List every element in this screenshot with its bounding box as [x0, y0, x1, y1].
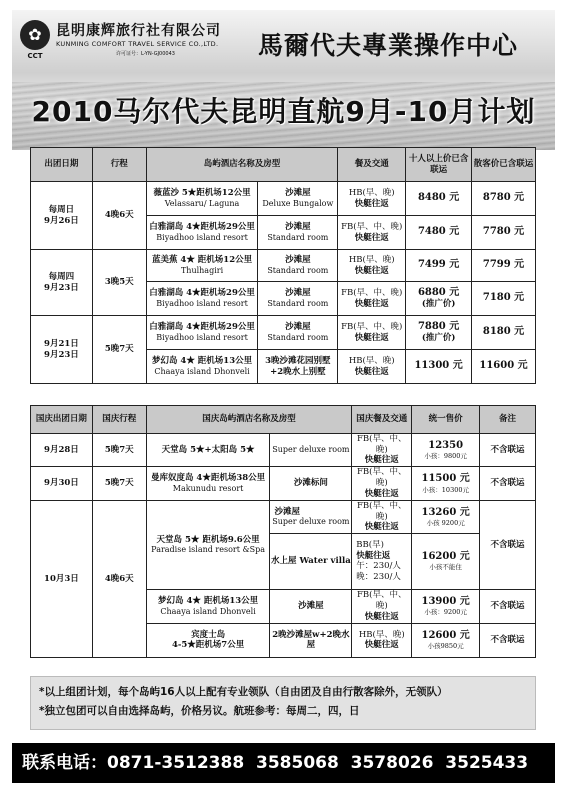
room-type: 水上屋 Water villa: [270, 533, 352, 589]
group-price: 11300 元: [414, 360, 463, 372]
remark: 不含联运: [480, 434, 536, 467]
single-price: 7180 元: [482, 292, 525, 304]
single-price: 7780 元: [482, 226, 525, 238]
meal-plan: FB(早、中、晚): [341, 221, 403, 232]
meal-plan: BB(早): [356, 540, 384, 550]
col-header-nd-note: 备注: [480, 406, 536, 434]
price-cell: [412, 500, 480, 533]
group-price-cell: [406, 250, 472, 282]
hotel-name: 白雅湖岛 4★距机场29公里: [149, 288, 255, 299]
room-type-en: Standard room: [267, 265, 329, 275]
schedule-table: [30, 147, 536, 384]
group-price-cell: [406, 216, 472, 250]
contact-footer: [12, 743, 555, 783]
hotel-name-en: Biyadhoo island resort: [156, 232, 248, 242]
group-price-cell: [406, 182, 472, 216]
meal-cell: [352, 533, 412, 589]
child-price: 小孩9850元: [427, 642, 464, 651]
meal-plan: HB(早、晚): [348, 254, 395, 265]
single-price-cell: [472, 350, 536, 384]
license-number: 许可证号：L-YN-GJ00043: [116, 51, 175, 57]
room-cell: [270, 500, 352, 533]
meal-cell: [338, 216, 406, 250]
itinerary: 5晚7天: [92, 466, 146, 500]
room-type-extra: +2晚水上别墅: [270, 366, 326, 377]
table-row: [31, 434, 536, 467]
group-price-cell: [406, 282, 472, 316]
group-price: 7480 元: [417, 226, 460, 238]
departure-date: 10月3日: [31, 500, 93, 657]
transfer: 快艇往返: [354, 198, 389, 209]
col-header-nd-hotel: 国庆岛屿酒店名称及房型: [146, 406, 352, 434]
hotel-name: 梦幻岛 4★ 距机场13公里: [151, 356, 253, 367]
child-price: 小孩：9800元: [424, 452, 467, 461]
col-header-meal: 餐及交通: [338, 148, 406, 182]
departure-date: 每周四 9月23日: [31, 250, 93, 316]
remark: 不含联运: [480, 500, 536, 589]
company-logo-icon: ✿: [20, 20, 50, 50]
hotel-cell: [146, 500, 270, 589]
remark: 不含联运: [480, 589, 536, 623]
meal-cell: [338, 182, 406, 216]
hotel-name-en: Makunudu resort: [172, 483, 244, 493]
page-title: 2010马尔代夫昆明直航9月-10月计划: [31, 95, 536, 128]
company-name-en: KUNMING COMFORT TRAVEL SERVICE CO.,LTD.: [56, 40, 219, 48]
hotel-name: 天堂岛 5★ 距机场9.6公里: [156, 534, 260, 545]
meal-plan: HB(早、晚): [348, 355, 395, 366]
table-row: [31, 182, 536, 216]
hotel-name-en: Chaaya island Dhonveli: [160, 606, 256, 616]
hotel-name: 曼库奴度岛 4★距机场38公里: [150, 473, 266, 484]
transfer: 快艇往返: [356, 550, 391, 561]
group-price-note: (推广价): [421, 299, 456, 310]
single-price-cell: [472, 182, 536, 216]
transfer: 快艇往返: [354, 298, 389, 309]
transfer: 快艇往返: [364, 522, 399, 533]
hotel-name: 天堂岛 5★+太阳岛 5★: [146, 434, 270, 467]
child-price: 小孩不能住: [429, 563, 462, 572]
hotel-cell: [146, 466, 270, 500]
group-price: 8480 元: [417, 192, 460, 204]
single-price: 11600 元: [479, 360, 528, 372]
room-type: 沙滩屋: [270, 589, 352, 623]
transfer: 快艇往返: [354, 232, 389, 243]
meal-plan: FB(早、中、晚): [357, 590, 407, 611]
meal-plan: FB(早、中、晚): [357, 467, 407, 489]
room-type-en: Super deluxe room: [272, 517, 350, 527]
hotel-cell: [146, 182, 258, 216]
center-name: 馬爾代夫專業操作中心: [258, 31, 519, 60]
single-price-cell: [472, 216, 536, 250]
room-cell: [258, 282, 338, 316]
price: 13260 元: [421, 506, 470, 518]
price: 16200 元: [421, 550, 470, 562]
child-price: 小孩：10300元: [422, 485, 469, 494]
departure-date: 9月30日: [31, 466, 93, 500]
child-price: 小孩：9200元: [424, 608, 467, 617]
note-line-2: *独立包团可以自由选择岛屿，价格另议。航班参考：每周二，四，日: [39, 704, 360, 717]
itinerary: 4晚6天: [92, 500, 146, 657]
room-cell: [258, 316, 338, 350]
meal-cell: [338, 316, 406, 350]
hotel-name-en: Thulhagiri: [180, 265, 224, 275]
price: 12600 元: [421, 629, 470, 641]
group-price: 7499 元: [417, 259, 460, 271]
contact-phones: 0871-3512388 3585068 3578026 3525433: [107, 753, 529, 773]
price-cell: [412, 533, 480, 589]
remark: 不含联运: [480, 623, 536, 657]
col-header-nd-price: 统一售价: [412, 406, 480, 434]
company-logo-block: [16, 14, 246, 66]
meal-plan: FB(早、中、晚): [341, 287, 403, 298]
table-row: [31, 466, 536, 500]
price-cell: [412, 623, 480, 657]
col-header-hotel: 岛屿酒店名称及房型: [146, 148, 338, 182]
transfer: 快艇往返: [364, 611, 399, 622]
single-price: 7799 元: [482, 259, 525, 271]
group-price-cell: [406, 316, 472, 350]
room-cell: [258, 350, 338, 384]
price-cell: [412, 589, 480, 623]
note-line-1: *以上组团计划，每个岛屿16人以上配有专业领队（自由团及自由行散客除外，无领队）: [39, 686, 448, 698]
transfer: 快艇往返: [354, 265, 389, 276]
logo-sub-text: CCT: [27, 52, 43, 60]
itinerary: 5晚7天: [92, 434, 146, 467]
room-type-en: Standard room: [267, 232, 329, 242]
price: 11500 元: [421, 473, 470, 485]
hotel-name-en: Biyadhoo island resort: [156, 298, 248, 308]
group-price-note: (推广价): [421, 333, 456, 344]
table-row: [31, 316, 536, 350]
itinerary: 4晚6天: [92, 182, 146, 250]
meal-plan: FB(早、中、晚): [341, 321, 403, 332]
hotel-name: 白雅湖岛 4★距机场29公里: [149, 222, 255, 233]
meal-extra-dinner: 晚：230/人: [356, 571, 401, 582]
hotel-distance: 4-5★距机场7公里: [171, 640, 245, 651]
meal-plan: HB(早、晚): [358, 629, 405, 640]
room-type: 3晚沙滩花园别墅: [265, 355, 331, 366]
meal-cell: [352, 434, 412, 467]
price: 13900 元: [421, 595, 470, 607]
single-price-cell: [472, 282, 536, 316]
col-header-nd-meal: 国庆餐及交通: [352, 406, 412, 434]
hotel-name: 梦幻岛 4★ 距机场13公里: [157, 595, 259, 606]
schedule-header-row: [31, 148, 536, 182]
single-price: 8780 元: [482, 192, 525, 204]
room-cell: [258, 182, 338, 216]
table-row: [31, 500, 536, 533]
room-type-en: Standard room: [267, 332, 329, 342]
hotel-name-en: Chaaya island Dhonveli: [154, 366, 250, 376]
room-type: 沙滩屋: [285, 288, 311, 299]
itinerary: 5晚7天: [92, 316, 146, 384]
hotel-name: 薇蓝沙 5★距机场12公里: [153, 188, 251, 199]
company-name-cn: 昆明康辉旅行社有限公司: [56, 23, 221, 39]
meal-cell: [338, 282, 406, 316]
meal-plan: HB(早、晚): [348, 187, 395, 198]
price-cell: [412, 434, 480, 467]
meal-cell: [352, 589, 412, 623]
price: 12350: [428, 439, 464, 451]
single-price-cell: [472, 316, 536, 350]
group-price: 6880 元: [417, 286, 460, 298]
hotel-cell: [146, 250, 258, 282]
group-price-cell: [406, 350, 472, 384]
meal-cell: [338, 250, 406, 282]
contact-label: 联系电话：: [22, 753, 107, 773]
hotel-cell: [146, 589, 270, 623]
hotel-cell: [146, 282, 258, 316]
transfer: 快艇往返: [354, 366, 389, 377]
col-header-nd-date: 国庆出团日期: [31, 406, 93, 434]
room-cell: [258, 250, 338, 282]
room-type: 沙滩屋: [285, 188, 311, 199]
hotel-cell: [146, 316, 258, 350]
meal-cell: [352, 623, 412, 657]
single-price: 8180 元: [482, 326, 525, 338]
meal-cell: [352, 466, 412, 500]
col-header-single-price: 散客价已含联运: [472, 148, 536, 182]
meal-cell: [352, 500, 412, 533]
notes-box: [30, 676, 536, 730]
room-cell: [258, 216, 338, 250]
hotel-name: 白雅湖岛 4★距机场29公里: [149, 322, 255, 333]
room-type: 沙滩屋: [285, 222, 311, 233]
hotel-name-en: Velassaru/ Laguna: [164, 198, 240, 208]
remark: 不含联运: [480, 466, 536, 500]
table-row: [31, 250, 536, 282]
room-type: 沙滩标间: [270, 466, 352, 500]
room-type-en: Deluxe Bungalow: [262, 198, 334, 208]
room-type: 沙滩屋: [274, 506, 300, 517]
meal-extra-lunch: 午：230/人: [356, 561, 401, 572]
child-price: 小孩 9200元: [426, 519, 465, 527]
col-header-date: 出团日期: [31, 148, 93, 182]
col-header-itinerary: 行程: [92, 148, 146, 182]
departure-date: 9月21日 9月23日: [31, 316, 93, 384]
meal-plan: FB(早、中、晚): [357, 500, 407, 522]
room-type: 2晚沙滩屋w+2晚水屋: [270, 623, 352, 657]
room-type-en: Standard room: [267, 298, 329, 308]
transfer: 快艇往返: [364, 455, 399, 466]
transfer: 快艇往返: [364, 640, 399, 651]
single-price-cell: [472, 250, 536, 282]
col-header-nd-itinerary: 国庆行程: [92, 406, 146, 434]
room-type-en: Super deluxe room: [270, 434, 352, 467]
meal-plan: FB(早、中、晚): [357, 434, 407, 455]
national-day-header-row: [31, 406, 536, 434]
hotel-cell: [146, 216, 258, 250]
header-banner: [12, 10, 555, 150]
transfer: 快艇往返: [364, 488, 399, 499]
hotel-name: 蓝美蕉 4★ 距机场12公里: [151, 255, 253, 266]
hotel-name-en: Paradise island resort &Spa: [151, 545, 265, 555]
meal-cell: [338, 350, 406, 384]
price-cell: [412, 466, 480, 500]
col-header-group-price: 十人以上价已含联运: [406, 148, 472, 182]
group-price: 7880 元: [417, 320, 460, 332]
room-type: 沙滩屋: [285, 255, 311, 266]
hotel-name-en: Biyadhoo island resort: [156, 332, 248, 342]
departure-date: 每周日 9月26日: [31, 182, 93, 250]
departure-date: 9月28日: [31, 434, 93, 467]
room-type: 沙滩屋: [285, 322, 311, 333]
hotel-name: 宾度士岛: [191, 629, 226, 640]
hotel-cell: [146, 623, 270, 657]
national-day-table: [30, 405, 536, 658]
transfer: 快艇往返: [354, 332, 389, 343]
hotel-cell: [146, 350, 258, 384]
itinerary: 3晚5天: [92, 250, 146, 316]
